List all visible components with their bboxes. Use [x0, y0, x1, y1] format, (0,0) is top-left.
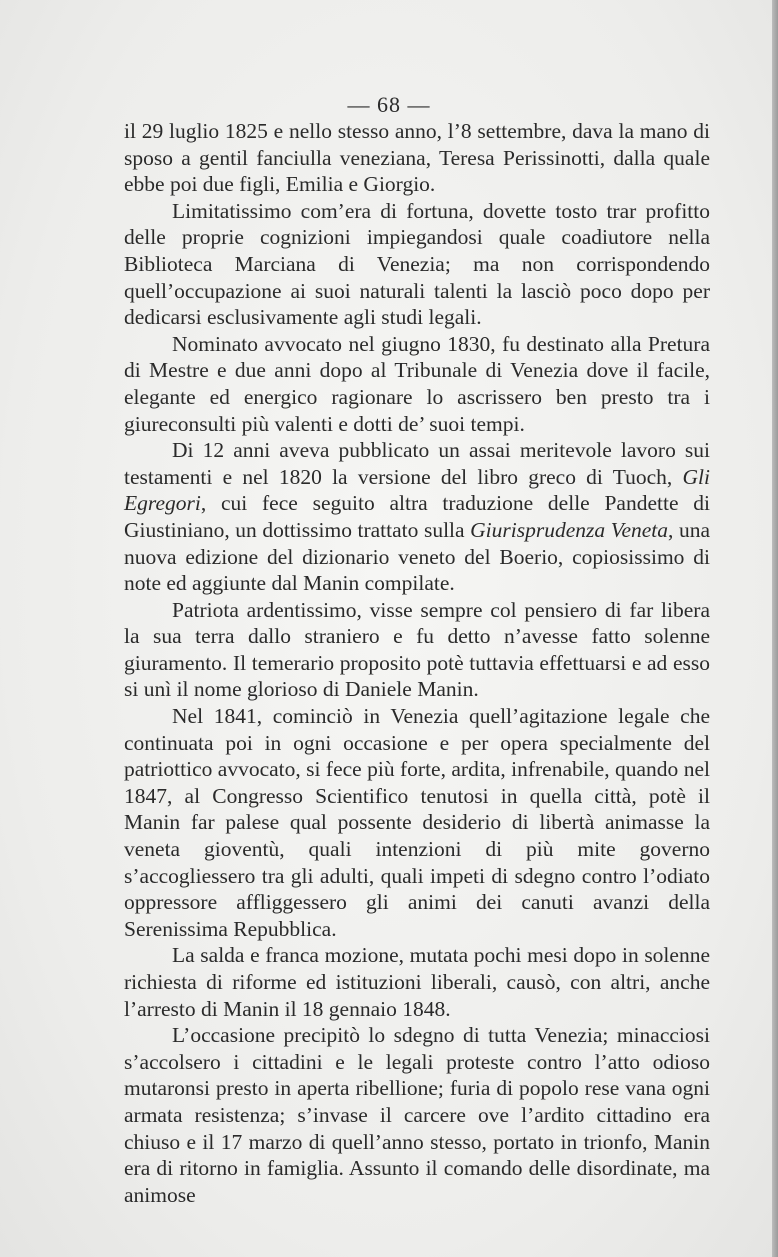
body-text: [124, 118, 710, 1208]
paragraph: Di 12 anni aveva pubblicato un assai meritevole lavoro sui testamenti e nel 1820 la versione del libro greco di Tuoch, Gli Egregori, cui fece seguito altra traduzione delle Pandette di Giustiniano, un dottissimo trattato sulla Giurisprudenza Veneta, una nuova edizione del dizionario veneto del Boerio, copiosissimo di note ed aggiunte dal Manin compilate.: [124, 438, 711, 596]
paragraph: il 29 luglio 1825 e nello stesso anno, l’8 settembre, dava la mano di sposo a gentil fanciulla veneziana, Teresa Perissinotti, dalla quale ebbe poi due figli, Emilia e Giorgio.: [124, 119, 710, 197]
paragraph: Patriota ardentissimo, visse sempre col pensiero di far libera la sua terra dallo straniero e fu detto n’avesse fatto solenne giuramento. Il temerario proposito potè tuttavia effettuarsi e ad esso si unì il nome glorioso di Daniele Manin.: [124, 597, 710, 702]
paragraph: L’occasione precipitò lo sdegno di tutta Venezia; minacciosi s’accolsero i cittadini e le legali proteste contro l’atto odioso mutaronsi presto in aperta ribellione; furia di popolo rese vana ogni armata resistenza; s’invase il carcere ove l’ardito cittadino era chiuso e il 17 marzo di quell’anno stesso, portato in trionfo, Manin era di ritorno in famiglia. Assunto il comando delle disordinate, ma animose: [124, 1023, 710, 1207]
page-edge-shadow: [772, 0, 778, 1257]
paragraph: La salda e franca mozione, mutata pochi mesi dopo in solenne richiesta di riforme ed istituzioni liberali, causò, con altri, anche l’arresto di Manin il 18 gennaio 1848.: [124, 943, 710, 1021]
paragraph: Nel 1841, cominciò in Venezia quell’agitazione legale che continuata poi in ogni occasione e per opera specialmente del patriottico avvocato, si fece più forte, ardita, infrenabile, quando nel 1847, al Congresso Scientifico tenutosi in quella città, potè il Manin far palese qual possente desiderio di libertà animasse la veneta gioventù, quali intenzioni di più mite governo s’accogliessero tra gli adulti, quali impeti di sdegno contro l’odiato oppressore affliggessero gli animi dei canuti avanzi della Serenissima Repubblica.: [124, 704, 710, 941]
paragraph: Nominato avvocato nel giugno 1830, fu destinato alla Pretura di Mestre e due anni dopo al Tribunale di Venezia dove il facile, elegante ed energico ragionare lo ascrissero ben presto tra i giureconsulti più valenti e dotti de’ suoi tempi.: [124, 331, 710, 436]
paragraph: Limitatissimo com’era di fortuna, dovette tosto trar profitto delle proprie cognizioni impiegandosi quale coadiutore nella Biblioteca Marciana di Venezia; ma non corrispondendo quell’occupazione ai suoi naturali talenti la lasciò poco dopo per dedicarsi esclusivamente agli studi legali.: [124, 198, 710, 330]
page-number: — 68 —: [347, 92, 431, 117]
